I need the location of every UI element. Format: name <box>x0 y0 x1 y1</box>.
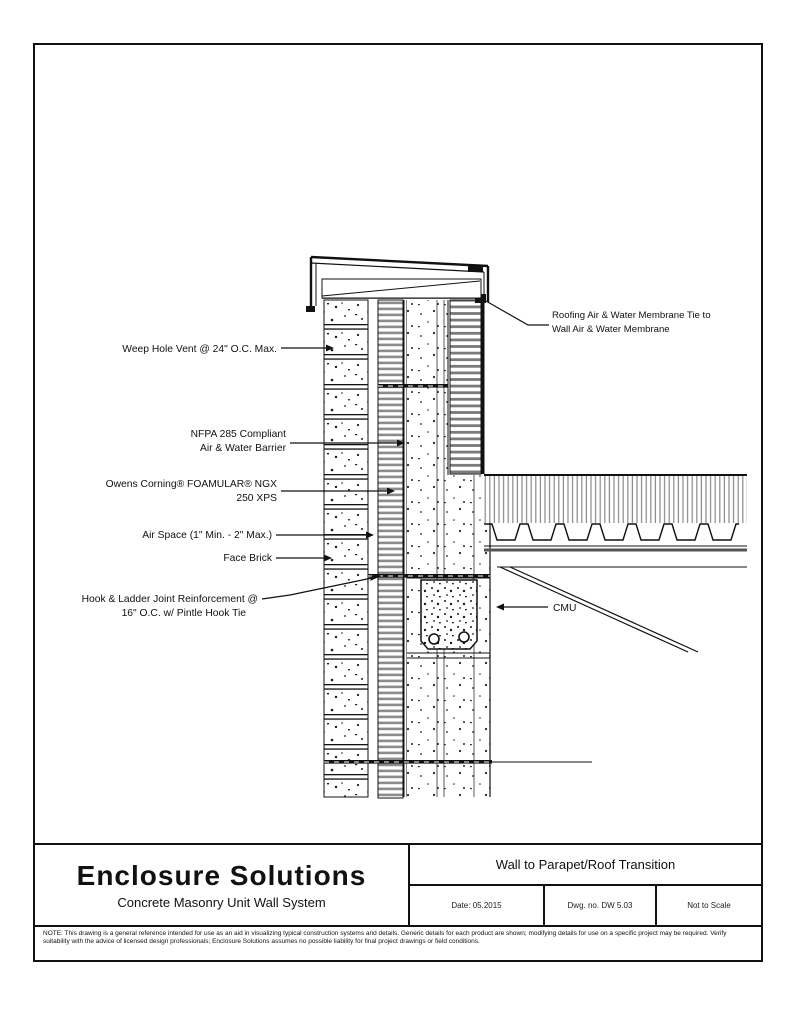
drawing-number-field: Dwg. no. DW 5.03 <box>545 886 657 925</box>
callout-text: Wall Air & Water Membrane <box>552 324 670 335</box>
callout-text: Roofing Air & Water Membrane Tie to <box>552 310 711 321</box>
system-name: Concrete Masonry Unit Wall System <box>117 894 326 910</box>
sheet-title: Wall to Parapet/Roof Transition <box>410 845 761 886</box>
title-block <box>35 843 761 927</box>
callout-text: Owens Corning® FOAMULAR® NGX <box>105 479 277 490</box>
general-note: NOTE: This drawing is a general reference intended for use as an aid in visualizing typical construction systems and details. Generic details for each product are shown; modifying details for use on a specific project may be required. Verify suitability with the advice of licensed design professionals; Enclosure Solutions assumes no possible liability for final project drawings or field conditions. <box>43 930 727 945</box>
callout-text: 250 XPS <box>236 493 277 504</box>
scale-field: Not to Scale <box>687 901 731 910</box>
callout-text: Face Brick <box>223 553 272 564</box>
company-name: Enclosure Solutions <box>76 859 367 891</box>
callout-text: Hook & Ladder Joint Reinforcement @ <box>81 594 258 605</box>
callout-text: NFPA 285 Compliant <box>190 429 286 440</box>
date-field: Date: 05.2015 <box>410 886 545 925</box>
callout-text: CMU <box>553 603 577 614</box>
callout-text: 16" O.C. w/ Pintle Hook Tie <box>121 608 246 619</box>
title-block-company-cell <box>35 845 410 925</box>
callout-text: Air Space (1" Min. - 2" Max.) <box>142 530 272 541</box>
title-block-sheet-cell <box>410 845 761 925</box>
sheet-border-frame <box>33 43 763 962</box>
callout-text: Air & Water Barrier <box>199 443 286 454</box>
callout-text: Weep Hole Vent @ 24" O.C. Max. <box>122 344 277 355</box>
title-block-fields <box>410 886 761 925</box>
